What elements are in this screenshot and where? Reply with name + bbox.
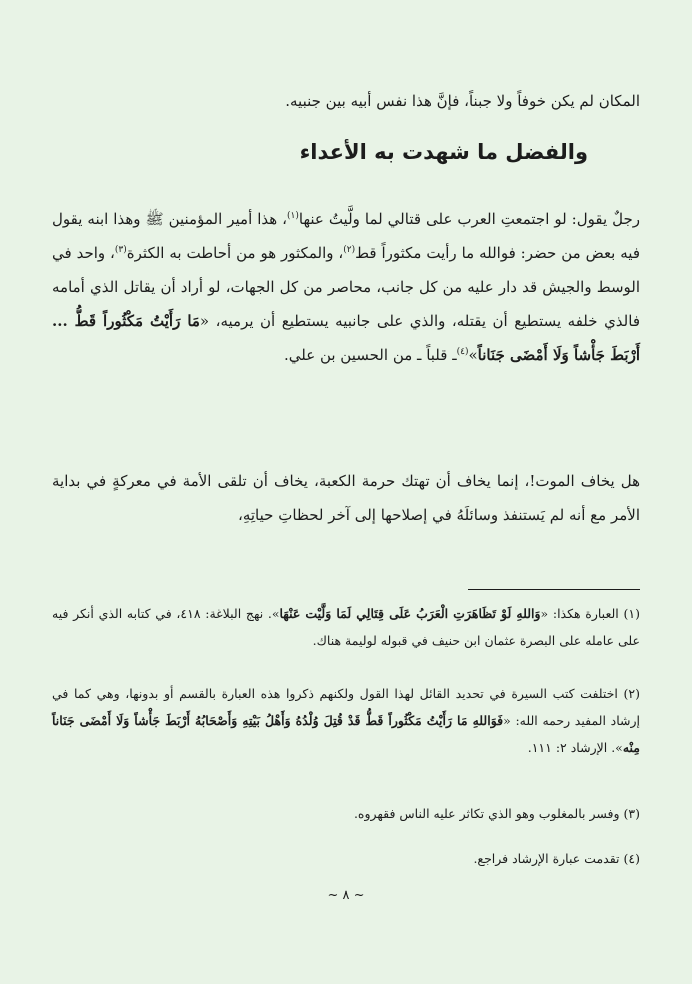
footnote-2-text-b: ». الإرشاد ٢: ١١١. [527, 740, 623, 755]
footnote-4-number: (٤) [623, 851, 640, 866]
p1-text-d: ، واحد في الوسط والجيش قد دار عليه من كل جانب، محاصر من كل الجهات، لو أراد أن يقاتل الذي أمامه فالذي خلفه يستطيع أن يقتله، والذي على جانبيه يستطيع أن يرميه، « [52, 244, 640, 330]
p1-text-e: » [468, 346, 478, 364]
footnote-1-text-a: العبارة هكذا: « [540, 606, 619, 621]
footnote-2-number: (٢) [623, 686, 640, 701]
footnote-ref-1[interactable]: (١) [287, 211, 299, 221]
footnote-1-text-b: ». نهج البلاغة: ٤١٨، في كتابه الذي أنكر فيه على عامله على البصرة عثمان ابن حنيف في قبوله لوليمة هناك. [52, 606, 640, 648]
page-number: ~ ٨ ~ [327, 888, 365, 903]
p1-text-b: ، هذا أمير المؤمنين ﷺ وهذا ابنه يقول فيه بعض من حضر: فوالله ما رأيت مكثوراً قط [52, 210, 641, 262]
p1-text-a: رجلٌ يقول: لو اجتمعتِ العرب على قتالي لما ولَّيتُ عنها [298, 210, 640, 228]
footnote-ref-4[interactable]: (٤) [456, 347, 469, 357]
footnote-4-text: تقدمت عبارة الإرشاد فراجع. [473, 851, 620, 866]
footnote-2 [52, 680, 640, 761]
footnote-3-number: (٣) [623, 806, 640, 821]
footnote-ref-3[interactable]: (٣) [114, 245, 127, 255]
footnote-1-number: (١) [623, 606, 640, 621]
footnote-3-text: وفسر بالمغلوب وهو الذي تكاثر عليه الناس فقهروه. [353, 806, 620, 821]
footnote-2-text-a: اختلفت كتب السيرة في تحديد القائل لهذا القول ولكنهم ذكروا هذه العبارة بالقسم أو بدونها، وهي كما في إرشاد المفيد رحمه الله: « [52, 686, 640, 728]
footnote-1-quote: وَاللهِ لَوْ تَظَاهَرَتِ الْعَرَبُ عَلَى قِتَالِي لَمَا وَلَّيْت عَنْهَا [279, 606, 541, 621]
section-heading: والفضل ما شهدت به الأعداء [299, 140, 588, 164]
footnote-1 [52, 600, 640, 654]
p1-quote: مَا رَأَيْتُ مَكْثُوراً قَطُّ ... أَرْبَطَ جَأْشاً وَلَا أَمْضَى جَنَاناً [52, 312, 640, 364]
footnote-ref-2[interactable]: (٢) [343, 245, 356, 255]
footnote-divider [468, 589, 640, 590]
footnote-2-quote: فَوَاللهِ مَا رَأَيْتُ مَكْثُوراً قَطُّ قَدْ قُتِلَ وُلْدُهُ وَأَهْلُ بَيْتِهِ وَأَصْحَابُهُ أَرْبَطَ جَأْشاً وَلَا أَمْضَى جَنَاناً مِنْه [52, 713, 640, 755]
paragraph-1 [52, 202, 640, 372]
p1-text-c: ، والمكثور هو من أحاطت به الكثرة [126, 244, 344, 262]
top-paragraph: المكان لم يكن خوفاً ولا جبناً، فإنَّ هذا نفس أبيه بين جنبيه. [285, 92, 640, 110]
footnote-3 [52, 800, 640, 827]
paragraph-2: هل يخاف الموت!، إنما يخاف أن تهتك حرمة الكعبة، يخاف أن تلقى الأمة في معركةٍ في بداية الأمر مع أنه لم يَستنفذ وسائلَهُ في إصلاحها إلى آخر لحظاتِ حياتِهِ، [52, 472, 640, 524]
footnote-4 [52, 845, 640, 872]
p1-text-f: ـ قلباً ـ من الحسين بن علي. [283, 346, 457, 364]
